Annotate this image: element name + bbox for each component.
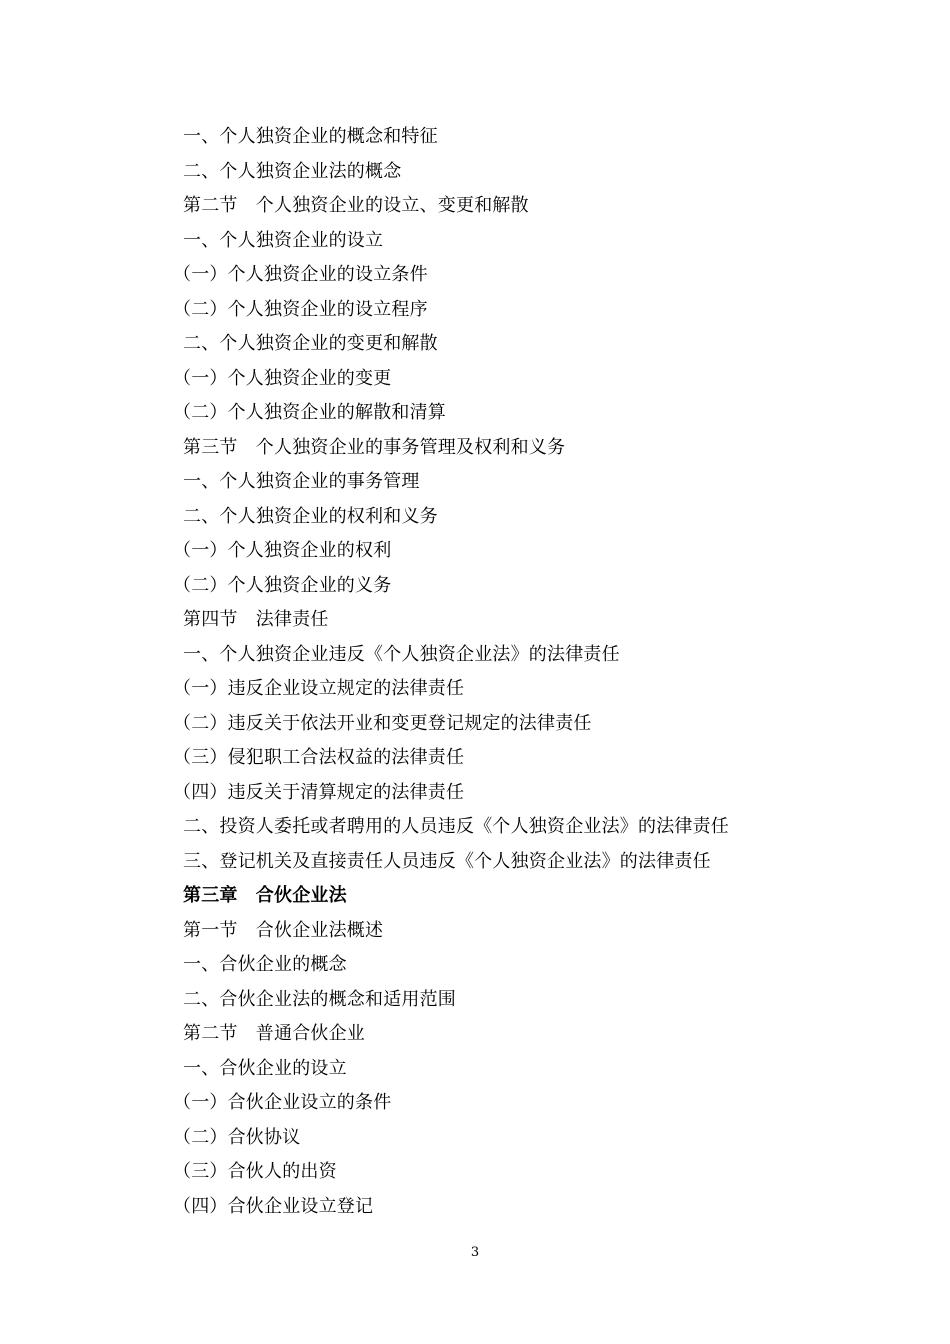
outline-line: 一、个人独资企业的事务管理 (183, 471, 420, 492)
outline-line: 二、个人独资企业的变更和解散 (183, 333, 438, 354)
outline-line: 一、个人独资企业的设立 (183, 229, 384, 251)
outline-line: 一、个人独资企业违反《个人独资企业法》的法律责任 (183, 643, 620, 665)
outline-line: 第二节 普通合伙企业 (183, 1023, 365, 1044)
outline-line: 三、登记机关及直接责任人员违反《个人独资企业法》的法律责任 (183, 850, 711, 872)
outline-line: 第二节 个人独资企业的设立、变更和解散 (183, 195, 529, 216)
outline-subitem: （三）侵犯职工合法权益的法律责任 (173, 747, 465, 768)
outline-line: 二、投资人委托或者聘用的人员违反《个人独资企业法》的法律责任 (183, 816, 729, 837)
outline-line: 一、个人独资企业的概念和特征 (183, 126, 438, 147)
outline-subitem: （二）个人独资企业的设立程序 (173, 298, 428, 320)
chapter-heading: 第三章 合伙企业法 (183, 885, 347, 906)
outline-subitem: （三）合伙人的出资 (173, 1161, 337, 1182)
outline-subitem: （一）个人独资企业的设立条件 (173, 264, 428, 285)
outline-line: 第三节 个人独资企业的事务管理及权利和义务 (183, 436, 566, 458)
outline-subitem: （二）合伙协议 (173, 1126, 301, 1148)
outline-subitem: （二）个人独资企业的解散和清算 (173, 402, 446, 423)
page-number: 3 (470, 1245, 480, 1260)
outline-line: 第四节 法律责任 (183, 609, 329, 630)
outline-line: 一、合伙企业的概念 (183, 954, 347, 975)
outline-subitem: （一）合伙企业设立的条件 (173, 1092, 392, 1113)
outline-subitem: （一）违反企业设立规定的法律责任 (173, 678, 465, 699)
outline-subitem: （四）合伙企业设立登记 (173, 1195, 374, 1217)
outline-subitem: （二）违反关于依法开业和变更登记规定的法律责任 (173, 712, 592, 734)
outline-subitem: （一）个人独资企业的权利 (173, 540, 392, 561)
outline-subitem: （二）个人独资企业的义务 (173, 574, 392, 596)
outline-line: 一、合伙企业的设立 (183, 1057, 347, 1079)
outline-list (173, 120, 883, 1224)
outline-subitem: （一）个人独资企业的变更 (173, 367, 392, 389)
outline-line: 二、个人独资企业法的概念 (183, 160, 402, 182)
outline-line: 第一节 合伙企业法概述 (183, 919, 384, 941)
outline-subitem: （四）违反关于清算规定的法律责任 (173, 781, 465, 803)
outline-line: 二、合伙企业法的概念和适用范围 (183, 988, 456, 1010)
outline-line: 二、个人独资企业的权利和义务 (183, 505, 438, 527)
